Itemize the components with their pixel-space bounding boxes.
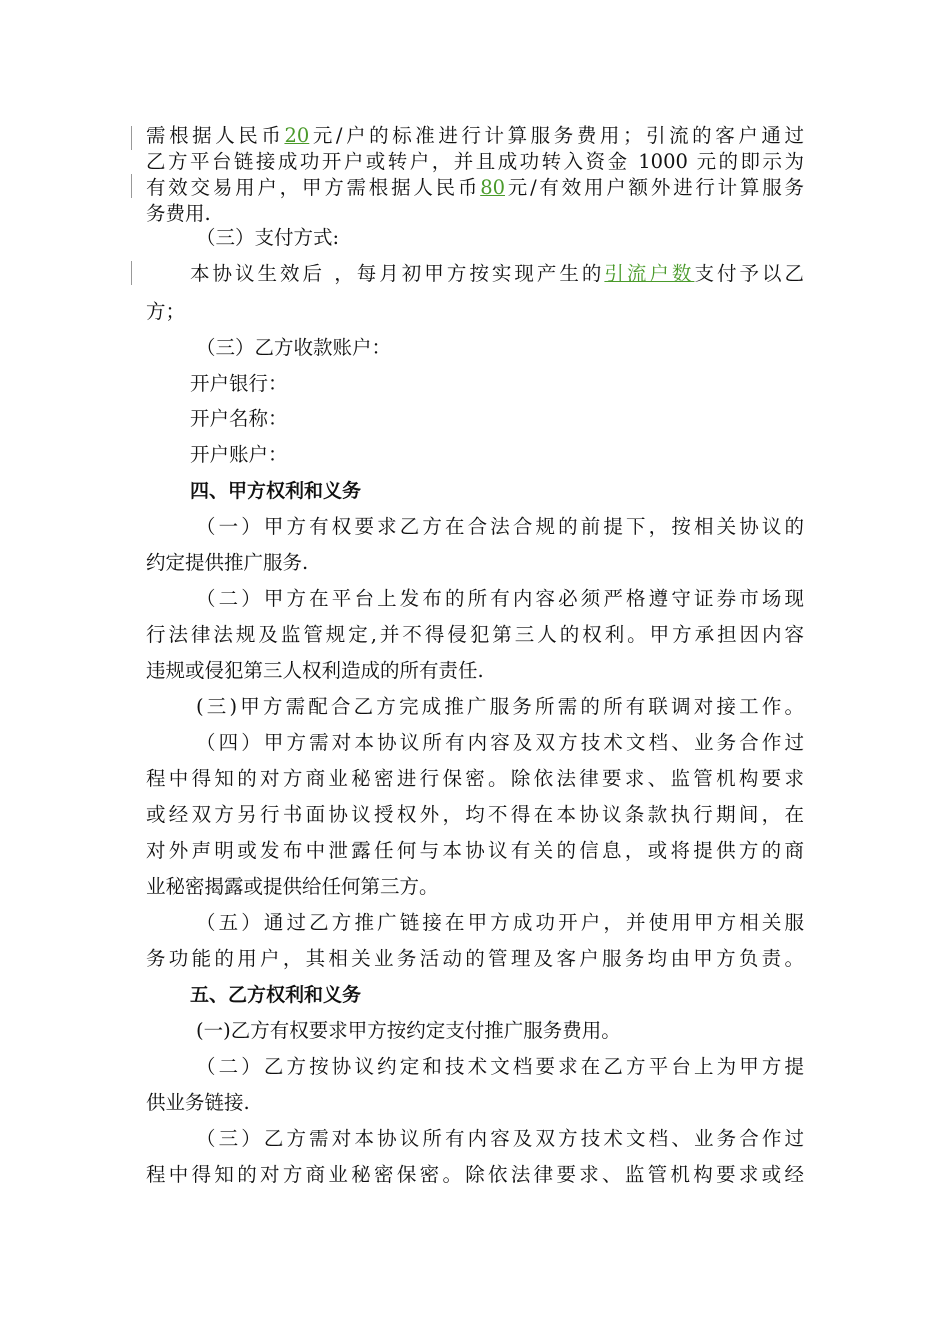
paragraph-line: (三)甲方需配合乙方完成推广服务所需的所有联调对接工作。	[196, 695, 804, 718]
paragraph-line: （四）甲方需对本协议所有内容及双方技术文档、业务合作过	[196, 731, 804, 754]
account-number: 开户账户：	[190, 443, 288, 466]
paragraph-line: 务费用.	[146, 202, 211, 225]
amount-link[interactable]: 80	[480, 176, 506, 199]
paragraph-line: 约定提供推广服务.	[146, 551, 309, 574]
account-name: 开户名称：	[190, 407, 288, 430]
paragraph-line: 方；	[146, 300, 186, 323]
paragraph-line: 务功能的用户，其相关业务活动的管理及客户服务均由甲方负责。	[146, 947, 804, 970]
payment-heading: （三）支付方式:	[196, 226, 340, 249]
paragraph-line: 有效交易用户，甲方需根据人民币80元/有效用户额外进行计算服务	[146, 176, 804, 199]
account-heading: （三）乙方收款账户：	[196, 336, 392, 359]
paragraph-line: 或经双方另行书面协议授权外，均不得在本协议条款执行期间，在	[146, 803, 804, 826]
paragraph-line: 行法律法规及监管规定,并不得侵犯第三人的权利。甲方承担因内容	[146, 623, 804, 646]
paragraph-line: （一）甲方有权要求乙方在合法合规的前提下，按相关协议的	[196, 515, 804, 538]
paragraph-line: 违规或侵犯第三人权利造成的所有责任.	[146, 659, 484, 682]
paragraph-line: 本协议生效后 ，每月初甲方按实现产生的引流户数支付予以乙	[190, 262, 804, 285]
paragraph-line: 供业务链接.	[146, 1091, 250, 1114]
paragraph-line: （五）通过乙方推广链接在甲方成功开户，并使用甲方相关服	[196, 911, 804, 934]
revision-mark	[131, 261, 132, 285]
paragraph-line: 需根据人民币20元/户的标准进行计算服务费用；引流的客户通过	[146, 124, 804, 147]
paragraph-line: （二）甲方在平台上发布的所有内容必须严格遵守证券市场现	[196, 587, 804, 610]
paragraph-line: 乙方平台链接成功开户或转户，并且成功转入资金 1000 元的即示为	[146, 150, 804, 173]
paragraph-line: 对外声明或发布中泄露任何与本协议有关的信息，或将提供方的商	[146, 839, 804, 862]
section-title: 四、甲方权利和义务	[190, 480, 362, 502]
paragraph-line: 程中得知的对方商业秘密保密。除依法律要求、监管机构要求或经	[146, 1163, 804, 1186]
paragraph-line: （二）乙方按协议约定和技术文档要求在乙方平台上为甲方提	[196, 1055, 804, 1078]
amount-link[interactable]: 20	[284, 124, 310, 147]
account-bank: 开户银行：	[190, 372, 288, 395]
paragraph-line: (一)乙方有权要求甲方按约定支付推广服务费用。	[196, 1019, 621, 1042]
revision-mark	[131, 126, 132, 150]
flow-count-link[interactable]: 引流户数	[604, 262, 695, 285]
paragraph-line: （三）乙方需对本协议所有内容及双方技术文档、业务合作过	[196, 1127, 804, 1150]
paragraph-line: 程中得知的对方商业秘密进行保密。除依法律要求、监管机构要求	[146, 767, 804, 790]
paragraph-line: 业秘密揭露或提供给任何第三方。	[146, 875, 439, 898]
section-title: 五、乙方权利和义务	[190, 984, 362, 1006]
revision-mark	[131, 174, 132, 198]
